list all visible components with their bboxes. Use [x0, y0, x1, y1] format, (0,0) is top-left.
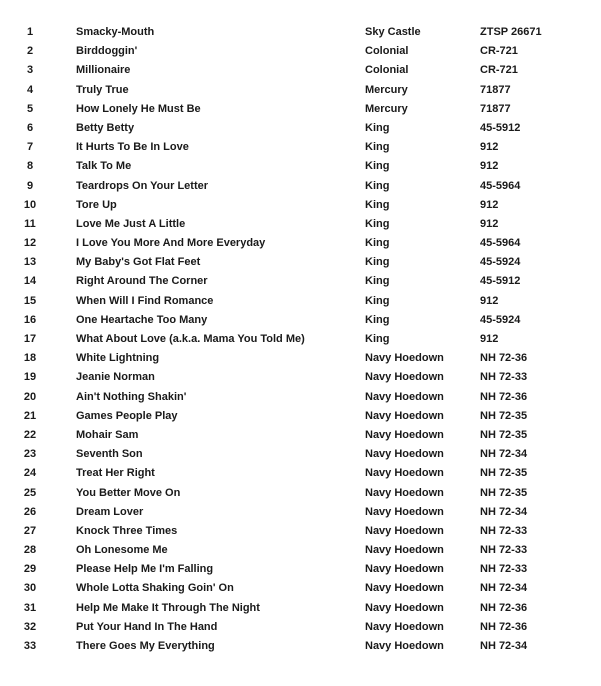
row-number: 8 — [26, 160, 34, 173]
song-title: What About Love (a.k.a. Mama You Told Me) — [76, 333, 305, 345]
record-label: Navy Hoedown — [365, 390, 444, 403]
row-number: 27 — [23, 524, 37, 537]
record-label: King — [365, 217, 390, 230]
catalog-number: NH 72-34 — [480, 448, 528, 461]
catalog-number: 45-5924 — [480, 313, 521, 326]
catalog-number: NH 72-34 — [480, 582, 528, 595]
record-label: Mercury — [365, 83, 408, 96]
table-row — [0, 522, 601, 541]
row-number: 13 — [23, 256, 37, 269]
table-row — [0, 234, 601, 253]
table-row — [0, 81, 601, 100]
catalog-number: NH 72-36 — [480, 620, 528, 633]
record-label: Navy Hoedown — [365, 582, 444, 595]
song-title: Betty Betty — [76, 121, 135, 134]
row-number: 4 — [26, 83, 34, 96]
song-title: You Better Move On — [76, 486, 181, 499]
catalog-number: NH 72-33 — [480, 563, 528, 576]
record-label: Navy Hoedown — [365, 620, 444, 633]
song-title: Oh Lonesome Me — [76, 544, 168, 557]
row-number: 11 — [24, 217, 36, 230]
row-number: 26 — [23, 505, 37, 518]
record-label: King — [365, 198, 390, 211]
record-label: Colonial — [365, 45, 409, 58]
row-number: 25 — [23, 486, 37, 499]
row-number: 22 — [23, 428, 37, 441]
catalog-number: 912 — [480, 160, 499, 173]
table-row — [0, 23, 601, 42]
catalog-number: NH 72-35 — [480, 409, 528, 422]
song-title: Truly True — [76, 83, 129, 96]
catalog-number: 45-5964 — [480, 179, 521, 192]
table-row — [0, 618, 601, 637]
row-number: 18 — [23, 352, 37, 365]
table-row — [0, 349, 601, 368]
table-row — [0, 253, 601, 272]
song-title: Help Me Make It Through The Night — [76, 601, 260, 614]
catalog-number: 45-5912 — [480, 121, 521, 134]
catalog-number: 45-5924 — [480, 256, 521, 269]
row-number: 21 — [23, 409, 37, 422]
catalog-number: 71877 — [480, 83, 511, 96]
row-number: 32 — [23, 620, 37, 633]
catalog-number: 45-5964 — [480, 237, 521, 250]
row-number: 2 — [26, 45, 34, 58]
record-label: Navy Hoedown — [365, 486, 444, 499]
catalog-number: CR-721 — [480, 64, 518, 77]
song-title: Knock Three Times — [76, 524, 178, 537]
table-row — [0, 138, 601, 157]
table-row — [0, 272, 601, 291]
row-number: 3 — [26, 64, 34, 77]
record-label: Colonial — [365, 64, 409, 77]
catalog-number: NH 72-33 — [480, 371, 528, 384]
row-number: 28 — [23, 544, 37, 557]
catalog-number: NH 72-34 — [480, 640, 528, 652]
catalog-number: NH 72-35 — [480, 428, 528, 441]
song-title: Birddoggin' — [76, 45, 138, 58]
record-label: Navy Hoedown — [365, 524, 444, 537]
catalog-number: 71877 — [480, 102, 511, 115]
record-label: King — [365, 256, 390, 269]
song-title: Put Your Hand In The Hand — [76, 620, 218, 633]
record-label: Navy Hoedown — [365, 563, 444, 576]
row-number: 16 — [23, 313, 37, 326]
catalog-number: 912 — [480, 198, 499, 211]
row-number: 15 — [23, 294, 37, 307]
table-row — [0, 503, 601, 522]
song-title: How Lonely He Must Be — [76, 102, 201, 115]
row-number: 6 — [26, 121, 34, 134]
row-number: 9 — [26, 179, 34, 192]
song-title: Love Me Just A Little — [76, 217, 186, 230]
catalog-number: 912 — [480, 217, 499, 230]
record-label: King — [365, 275, 390, 288]
catalog-number: NH 72-34 — [480, 505, 528, 518]
table-row — [0, 368, 601, 387]
table-row — [0, 157, 601, 176]
table-row — [0, 599, 601, 618]
table-row — [0, 100, 601, 119]
record-label: Navy Hoedown — [365, 352, 444, 365]
record-label: Navy Hoedown — [365, 544, 444, 557]
catalog-number: 912 — [480, 333, 499, 345]
table-row — [0, 196, 601, 215]
table-row — [0, 464, 601, 483]
song-title: Dream Lover — [76, 505, 144, 518]
row-number: 20 — [23, 390, 37, 403]
catalog-number: 912 — [480, 141, 499, 154]
catalog-number: ZTSP 26671 — [480, 26, 542, 38]
row-number: 19 — [23, 371, 37, 384]
record-label: Navy Hoedown — [365, 467, 444, 480]
catalog-number: NH 72-36 — [480, 352, 528, 365]
record-label: Mercury — [365, 102, 408, 115]
song-title: Teardrops On Your Letter — [76, 179, 209, 192]
row-number: 12 — [23, 237, 37, 250]
record-label: Navy Hoedown — [365, 505, 444, 518]
song-title: I Love You More And More Everyday — [76, 237, 266, 250]
row-number: 17 — [23, 333, 37, 345]
table-row — [0, 215, 601, 234]
catalog-number: NH 72-33 — [480, 544, 528, 557]
song-title: Smacky-Mouth — [76, 26, 155, 38]
record-label: King — [365, 160, 390, 173]
song-title: Please Help Me I'm Falling — [76, 563, 214, 576]
song-title: Right Around The Corner — [76, 275, 208, 288]
song-title: Jeanie Norman — [76, 371, 155, 384]
row-number: 7 — [26, 141, 34, 154]
song-title: Mohair Sam — [76, 428, 139, 441]
row-number: 31 — [23, 601, 37, 614]
record-label: Navy Hoedown — [365, 640, 444, 652]
record-label: King — [365, 237, 390, 250]
record-label: Navy Hoedown — [365, 601, 444, 614]
record-label: Navy Hoedown — [365, 428, 444, 441]
song-title: One Heartache Too Many — [76, 313, 208, 326]
row-number: 24 — [23, 467, 37, 480]
catalog-number: NH 72-35 — [480, 486, 528, 499]
song-title: Ain't Nothing Shakin' — [76, 390, 187, 403]
table-row — [0, 426, 601, 445]
song-title: Treat Her Right — [76, 467, 155, 480]
catalog-number: NH 72-36 — [480, 601, 528, 614]
record-label: King — [365, 121, 390, 134]
record-label: King — [365, 313, 390, 326]
table-row — [0, 637, 601, 656]
song-title: Tore Up — [76, 198, 117, 211]
table-row — [0, 579, 601, 598]
row-number: 1 — [26, 26, 34, 38]
song-title: There Goes My Everything — [76, 640, 215, 652]
row-number: 5 — [26, 102, 34, 115]
table-row — [0, 445, 601, 464]
table-row — [0, 541, 601, 560]
catalog-number: NH 72-36 — [480, 390, 528, 403]
table-row — [0, 560, 601, 579]
record-label: King — [365, 333, 390, 345]
table-row — [0, 292, 601, 311]
row-number: 23 — [23, 448, 37, 461]
song-title: Talk To Me — [76, 160, 132, 173]
record-table — [0, 23, 601, 656]
song-title: Games People Play — [76, 409, 178, 422]
song-title: White Lightning — [76, 352, 160, 365]
row-number: 14 — [23, 275, 37, 288]
catalog-number: 45-5912 — [480, 275, 521, 288]
table-row — [0, 330, 601, 349]
record-label: Navy Hoedown — [365, 448, 444, 461]
song-title: Millionaire — [76, 64, 131, 77]
table-row — [0, 177, 601, 196]
table-row — [0, 119, 601, 138]
song-title: My Baby's Got Flat Feet — [76, 256, 201, 269]
song-title: Seventh Son — [76, 448, 143, 461]
table-row — [0, 311, 601, 330]
catalog-number: NH 72-33 — [480, 524, 528, 537]
record-label: Sky Castle — [365, 26, 421, 38]
song-title: When Will I Find Romance — [76, 294, 214, 307]
row-number: 33 — [23, 640, 37, 652]
record-label: King — [365, 141, 390, 154]
table-row — [0, 484, 601, 503]
table-row — [0, 61, 601, 80]
record-label: Navy Hoedown — [365, 409, 444, 422]
row-number: 29 — [23, 563, 37, 576]
catalog-number: 912 — [480, 294, 499, 307]
row-number: 10 — [23, 198, 37, 211]
song-title: It Hurts To Be In Love — [76, 141, 189, 154]
table-row — [0, 42, 601, 61]
song-title: Whole Lotta Shaking Goin' On — [76, 582, 234, 595]
record-label: King — [365, 179, 390, 192]
catalog-number: CR-721 — [480, 45, 518, 58]
table-row — [0, 388, 601, 407]
table-row — [0, 407, 601, 426]
record-label: King — [365, 294, 390, 307]
catalog-number: NH 72-35 — [480, 467, 528, 480]
record-label: Navy Hoedown — [365, 371, 444, 384]
row-number: 30 — [23, 582, 37, 595]
